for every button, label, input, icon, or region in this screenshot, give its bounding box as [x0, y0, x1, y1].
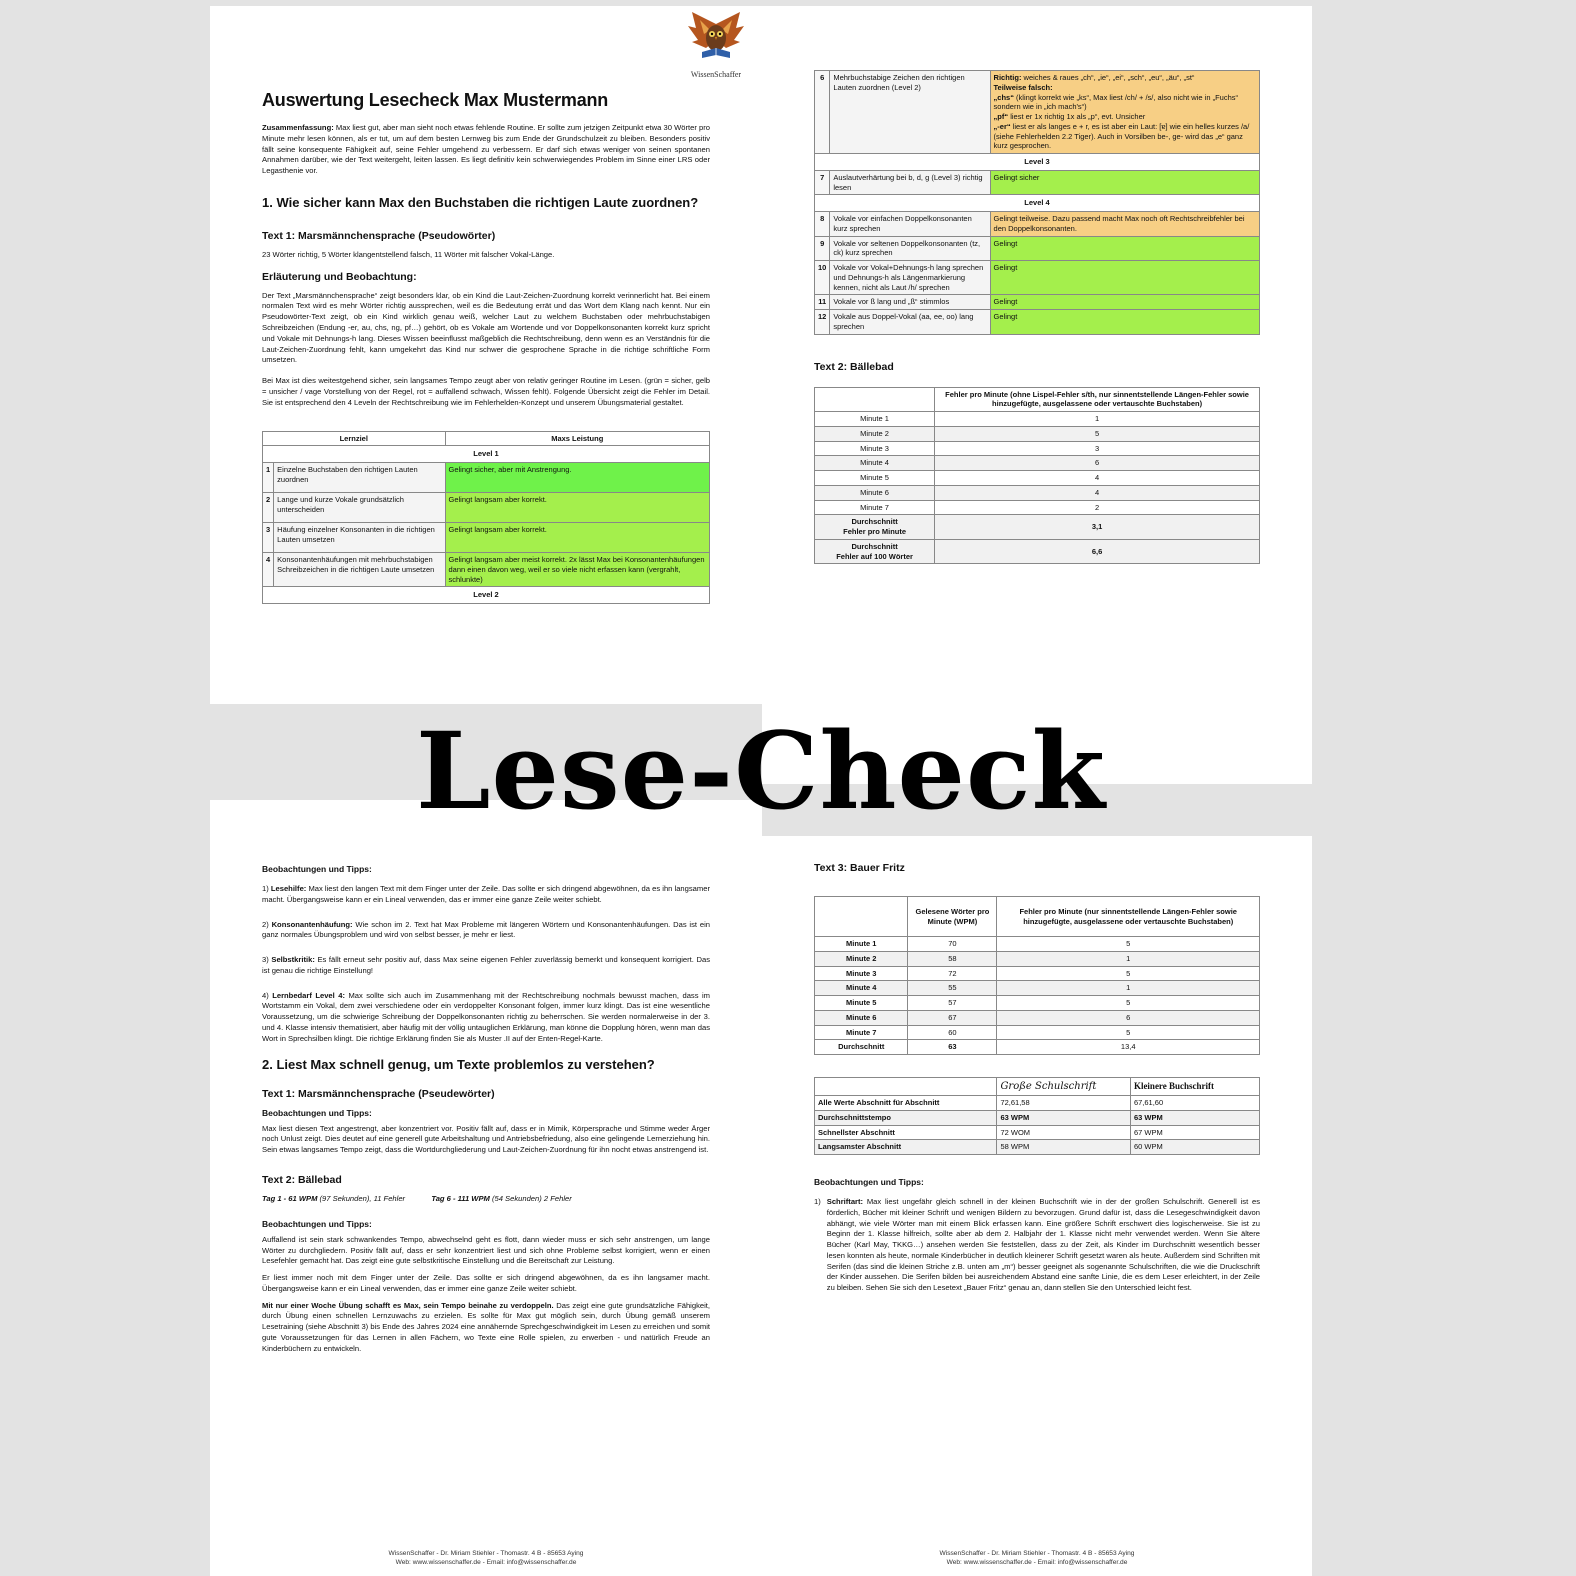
table-row: Durchschnitt Fehler auf 100 Wörter 6,6: [815, 539, 1260, 564]
table-row: Durchschnitt 63 13,4: [815, 1040, 1260, 1055]
level-1-row: Level 1: [263, 446, 710, 463]
page-3: [210, 800, 762, 1576]
list-item: 3) Selbstkritik: Es fällt erneut sehr positiv auf, dass Max seine eigenen Fehler zuverlässig bemerkt und konsequent korrigiert. Das ist genau die richtige Einstellung!: [262, 955, 710, 975]
table-row: Minute 3 3: [815, 441, 1260, 456]
table-row: Durchschnitt Fehler pro Minute 3,1: [815, 515, 1260, 540]
observation-text-1: Max liest diesen Text angestrengt, aber konzentriert vor. Positiv fällt auf, dass er in Mimik, Körpersprache und Stimme weder Ärger noch Unlust zeigt. Dies deutet auf eine generell gute Arbeitshaltung und Antriebsbefriedung, also eine gelingende Lernerziehung hin. Sein etwas langsames Tempo zeigt, dass die Wortdurchgliederung und Laut-Zeichen-Zuordnung für ihn nocht etwas anstrengend ist.: [262, 1123, 710, 1155]
text-2-heading: Text 2: Bällebad: [262, 1173, 342, 1186]
table-row: 4 Konsonantenhäufungen mit mehrbuchstabigen Schreibzeichen in die richtigen Laute umsetzen Gelingt langsam aber meist korrekt. 2x lässt Max bei Konsonantenhäufungen dann einen davon weg, weil er so viele nicht erfassen kann (vergrahlt, schlunkte): [263, 553, 710, 587]
text-1-result: 23 Wörter richtig, 5 Wörter klangentstellend falsch, 11 Wörter mit falscher Vokal-Länge.: [262, 249, 555, 259]
school-font-header: Große Schulschrift: [997, 1078, 1131, 1096]
page-2: [762, 6, 1312, 784]
text-2-column-header: Fehler pro Minute (ohne Lispel-Fehler s/th, nur sinnentstellende Längen-Fehler sowie hinzugefügte, ausgelassene oder vertauschte Buchstaben): [935, 387, 1260, 412]
table-row: Minute 1 70 5: [815, 937, 1260, 952]
table-row: Minute 7 2: [815, 500, 1260, 515]
list-item: 1) Schriftart: Max liest ungefähr gleich schnell in der kleinen Buchschrift wie in der der großen Schulschrift. Generell ist es förderlich, Bücher mit kleiner Schrift und wenigen Bildern zu bevorzugen. Grund dafür ist, dass die Lesegeschwindigkeit davon abhängt, wie viele Wörter man mit einem Blick erfassen kann. Eine größere Schrift erschwert dies logischerweise. Sie ist zu Beginn der 1. Klasse hilfreich, sollte aber ab dem 2. Halbjahr der 1. Klasse nicht mehr verwendet werden. Wenn Sie ältere Bücher (Karl May, TKKG…) ansehen werden Sie feststellen, dass zu der Zeit, als Kinder im Durchschnitt wesentlich besser lesen konnten als heute, normale Kinderbücher in deutlich kleinerer Schrift gesetzt waren als heute. Außerdem sind Schriften mit Serifen (das sind die kleinen Striche z.B. unten am „m“) besser geeignet als sogenannte Schulschriften, die wie die Druckschrift der Kinder aussehen. Die Serifen bilden bei ausreichendem Abstand eine sanfte Linie, die es dem Leser erleichtert, in der Zeile zu bleiben. Sehen Sie sich den Lesetext „Bauer Fritz“ genau an, dann stellen Sie den Unterschied leicht fest.: [814, 1197, 1260, 1293]
observations-heading: Beobachtungen und Tipps:: [814, 1177, 924, 1187]
table-row: Langsamster Abschnitt 58 WPM 60 WPM: [815, 1140, 1260, 1155]
errors-column-header: Fehler pro Minute (nur sinnentstellende Längen-Fehler sowie hinzugefügte, ausgelassene oder vertauschte Buchstaben): [997, 897, 1260, 937]
table-row: 1 Einzelne Buchstaben den richtigen Lauten zuordnen Gelingt sicher, aber mit Anstrengung.: [263, 463, 710, 493]
table-row: 2 Lange und kurze Vokale grundsätzlich unterscheiden Gelingt langsam aber korrekt.: [263, 493, 710, 523]
footer: WissenSchaffer - Dr. Miriam Stiehler - Thomastr. 4 B - 85653 Aying Web: www.wissenschaffer.de - Email: info@wissenschaffer.de: [388, 1550, 584, 1567]
table-row: Alle Werte Abschnitt für Abschnitt 72,61,58 67,61,60: [815, 1096, 1260, 1111]
font-comparison-table: [814, 1077, 1260, 1155]
table-row: 7 Auslautverhärtung bei b, d, g (Level 3) richtig lesen Gelingt sicher: [815, 170, 1260, 195]
table-row: Minute 5 4: [815, 471, 1260, 486]
table-row: Minute 6 67 6: [815, 1010, 1260, 1025]
column-header-lernziel: Lernziel: [263, 431, 446, 446]
table-row: Minute 3 72 5: [815, 966, 1260, 981]
observation-text-3: Er liest immer noch mit dem Finger unter der Zeile. Das sollte er sich dringend abgewöhnen, da es ihn langsamer macht. Übergangsweise kann er ein Lineal verwenden, das er immer eine ganze Zeile weiter schiebt.: [262, 1273, 710, 1293]
list-item: 2) Konsonantenhäufung: Wie schon im 2. Text hat Max Probleme mit längeren Wörtern und Konsonantenhäufungen. Das ist ein ganz normales Übungsproblem und wird von selbst besser, je mehr er liest.: [262, 919, 710, 940]
text-3-rows: [815, 937, 1260, 1040]
table-row: Minute 2 5: [815, 426, 1260, 441]
table-row: Minute 1 1: [815, 412, 1260, 427]
logo: [684, 10, 748, 79]
observations-heading: Beobachtungen und Tipps:: [262, 1218, 372, 1229]
table-row: 3 Häufung einzelner Konsonanten in die richtigen Lauten umsetzen Gelingt langsam aber korrekt.: [263, 523, 710, 553]
observation-text-2: Auffallend ist sein stark schwankendes Tempo, abwechselnd geht es flott, dann wieder muss er sich sehr anstrengen, um lange Wörter zu durchgliedern. Positiv fällt auf, dass er sehr konzentriert liest und sich ohne Probleme selbst korrigiert, wenn er einen Lesefehler gemacht hat. Das zeigt eine gute selbstkritische Einstellung und die Bereitschaft zur Leistung.: [262, 1234, 710, 1266]
day-results: Tag 1 - 61 WPM (97 Sekunden), 11 Fehler Tag 6 - 111 WPM (54 Sekunden) 2 Fehler: [262, 1193, 572, 1203]
footer: WissenSchaffer - Dr. Miriam Stiehler - Thomastr. 4 B - 85653 Aying Web: www.wissenschaffer.de - Email: info@wissenschaffer.de: [939, 1550, 1135, 1567]
observations-heading: Beobachtungen und Tipps:: [262, 864, 372, 874]
table-row: Schnellster Abschnitt 72 WOM 67 WPM: [815, 1125, 1260, 1140]
explanation-paragraph-2: Bei Max ist dies weitestgehend sicher, sein langsames Tempo zeugt aber von relativ geringer Routine im Lesen. (grün = sicher, gelb = unsicher / vage Vorstellung von der Regel, rot = auffallend schwach, Wissen fehlt). Folgende Übersicht zeigt die Fehler im Detail. Sie ist entsprechend den 4 Leveln der Rechtschreibung wie im Fehlerhelden-Konzept und unserem Übungsmaterial gestaltet.: [262, 376, 710, 407]
table-row: 8 Vokale vor einfachen Doppelkonsonanten kurz sprechen Gelingt teilweise. Dazu passend macht Max noch oft Rechtschreibfehler bei den Doppelkonsonanten.: [815, 212, 1260, 237]
text-2-table: [814, 387, 1260, 565]
list-item: 1) Lesehilfe: Max liest den langen Text mit dem Finger unter der Zeile. Das sollte er sich dringend abgewöhnen, da es ihn langsamer macht. Übergangsweise kann er ein Lineal verwenden, das er immer eine ganze Zeile weiter schiebt.: [262, 884, 710, 904]
summary-label: Zusammenfassung:: [262, 123, 334, 132]
text-1-heading: Text 1: Marsmännchensprache (Pseudowörter): [262, 229, 496, 242]
summary: [262, 123, 710, 177]
table-row: 10 Vokale vor Vokal+Dehnungs-h lang sprechen und Dehnungs-h als Längenmarkierung kennen, nicht als Laut /h/ sprechen Gelingt: [815, 261, 1260, 295]
page-title: Auswertung Lesecheck Max Mustermann: [262, 90, 609, 110]
table-row: Minute 5 57 5: [815, 996, 1260, 1011]
section-2-heading: 2. Liest Max schnell genug, um Texte problemlos zu verstehen?: [262, 1056, 655, 1072]
summary-text: Max liest gut, aber man sieht noch etwas fehlende Routine. Er sollte zum jetzigen Zeitpunkt etwa 30 Wörter pro Minute mehr lesen können, als er tut, um auf dem besten Lernweg bis zum Ende der Grundschulzeit zu bleiben. Besonders positiv fällt seine konsequente Fähigkeit auf, seine Fehler umgehend zu verbessern. Er darf sich etwas weniger von seinen spontanen Annahmen darüber, wie der Text weitergeht, leiten lassen. Es liegt definitiv kein schwerwiegendes Problem im Sinne einer LRS oder Legasthenie vor.: [262, 123, 710, 176]
table-row: 11 Vokale vor ß lang und „ß“ stimmlos Gelingt: [815, 295, 1260, 310]
banner-text: Lese-Check: [416, 707, 1106, 833]
level-table-2: [814, 70, 1260, 335]
table-row: Minute 6 4: [815, 485, 1260, 500]
text-1-heading: Text 1: Marsmännchensprache (Pseudewörter): [262, 1087, 495, 1100]
level-table-1: [262, 431, 710, 605]
wpm-column-header: Gelesene Wörter pro Minute (WPM): [908, 897, 997, 937]
table-row: Minute 7 60 5: [815, 1025, 1260, 1040]
column-header-leistung: Maxs Leistung: [445, 431, 709, 446]
text-2-heading: Text 2: Bällebad: [814, 360, 894, 373]
section-1-heading: 1. Wie sicher kann Max den Buchstaben die richtigen Laute zuordnen?: [262, 194, 699, 210]
explanation-paragraph-1: Der Text „Marsmännchensprache“ zeigt besonders klar, ob ein Kind die Laut-Zeichen-Zuordnung korrekt verinnerlicht hat. Bei einem normalen Text wird es mehr Wörter richtig aussprechen, weil es die Bedeutung errät und das Wort dem Klang nach kennt. Nur ein Pseudowörter-Text zeigt, ob ein Kind wirklich genau weiß, welcher Laut zu welchem Buchstaben oder mehrbuchstabigen Schreibzeichen (Endung -er, au, chs, ng, pf…) gehört, ob es Vokale am Wortende und vor Doppelkonsonanten korrekt kurz spricht und Vokale mit Dehnungs-h lang. Dieses Wissen beeinflusst maßgeblich die Rechtschreibung, denn wenn es an Verständnis für die Laut-Zeichen-Zuordnung fehlt, kann umgekehrt das Kind nur schwer die gesprochene Sprache in die richtige schriftliche Form umsetzen.: [262, 290, 710, 365]
page-1: [210, 6, 762, 704]
observation-text-4: Mit nur einer Woche Übung schafft es Max, sein Tempo beinahe zu verdoppeln. Das zeigt eine gute grundsätzliche Fähigkeit, durch Übung einen schnellen Lernzuwachs zu erzielen. Es sollte für Max gut möglich sein, durch Übung gemäß unserem Lesetraining (siehe Abschnitt 3) bis Ende des Jahres 2024 eine annähernde Sprechgeschwindigkeit im Lesen zu erreichen und somit gute Voraussetzungen für das Lernen in allen Fächern, wo Texte eine Rolle spielen, zu erwerben - und natürlich Freude an Kinderbüchern zu entwickeln.: [262, 1300, 710, 1353]
level-4-row: Level 4: [815, 195, 1260, 212]
owl-icon: [686, 10, 746, 64]
observations-heading: Beobachtungen und Tipps:: [262, 1107, 372, 1118]
text-2-rows: [815, 412, 1260, 515]
table-row: Minute 2 58 1: [815, 951, 1260, 966]
level-3-row: Level 3: [815, 154, 1260, 171]
table-row: 6 Mehrbuchstabige Zeichen den richtigen Lauten zuordnen (Level 2) Richtig: weiches & raues „ch“, „ie“, „ei“, „sch“, „eu“, „äu“, „st“ Teilweise falsch: „chs“ (klingt korrekt wie „ks“, Max liest /ch/ + /s/, also nicht wie in „Fuchs“ sondern wie in „ich mach's“) „pf“ liest er 1x richtig 1x als „p“, evt. Unsicher „-er“ liest er als langes e + r, es ist aber ein Laut: [ɐ] wie ein helles kurzes /a/ (siehe Fehlerhelden 2.2 Tiger). Auch in Vorsilben be-, ge- wird das „e“ ganz kurz gesprochen.: [815, 71, 1260, 154]
level-2-row: Level 2: [263, 587, 710, 604]
page-4: [762, 836, 1312, 1576]
table-row: Minute 4 55 1: [815, 981, 1260, 996]
book-font-header: Kleinere Buchschrift: [1130, 1078, 1259, 1096]
table-row: 12 Vokale aus Doppel-Vokal (aa, ee, oo) lang sprechen Gelingt: [815, 310, 1260, 335]
row-6-result: Richtig: weiches & raues „ch“, „ie“, „ei“, „sch“, „eu“, „äu“, „st“ Teilweise falsch: „chs“ (klingt korrekt wie „ks“, Max liest /ch/ + /s/, also nicht wie in „Fuchs“ sondern wie in „ich mach's“) „pf“ liest er 1x richtig 1x als „p“, evt. Unsicher „-er“ liest er als langes e + r, es ist aber ein Laut: [ɐ] wie ein helles kurzes /a/ (siehe Fehlerhelden 2.2 Tiger). Auch in Vorsilben be-, ge- wird das „e“ ganz kurz gesprochen.: [990, 71, 1259, 154]
text-3-heading: Text 3: Bauer Fritz: [814, 862, 905, 874]
logo-text: WissenSchaffer: [690, 70, 742, 79]
list-item: 4) Lernbedarf Level 4: Max sollte sich auch im Zusammenhang mit der Rechtschreibung nochmals bewusst machen, dass im Wortstamm ein Vokal, dem zwei verschiedene oder ein verdoppelter Konsonant folgen, immer kurz klingt. Das ist eine wesentliche Voraussetzung, um die schwierige Schreibung der Doppelkonsonanten richtig zu beherrschen. Sie werden normalerweise in der 3. und 4. Klasse intensiv thematisiert, aber häufig mit der völlig untauglichen Erklärung, man könne die Dopplung hören, wenn man das Wort in Sprechsilben klingt. Die richtige Erklärung finden Sie als Muster .II auf der Enten-Regel-Karte.: [262, 990, 710, 1043]
text-3-table: [814, 896, 1260, 1055]
font-comparison-rows: [815, 1096, 1260, 1155]
table-row: Durchschnittstempo 63 WPM 63 WPM: [815, 1110, 1260, 1125]
table-row: Minute 4 6: [815, 456, 1260, 471]
table-row: 9 Vokale vor seltenen Doppelkonsonanten (tz, ck) kurz sprechen Gelingt: [815, 236, 1260, 261]
tips-list: [262, 884, 710, 1045]
explanation-heading: Erläuterung und Beobachtung:: [262, 270, 417, 283]
